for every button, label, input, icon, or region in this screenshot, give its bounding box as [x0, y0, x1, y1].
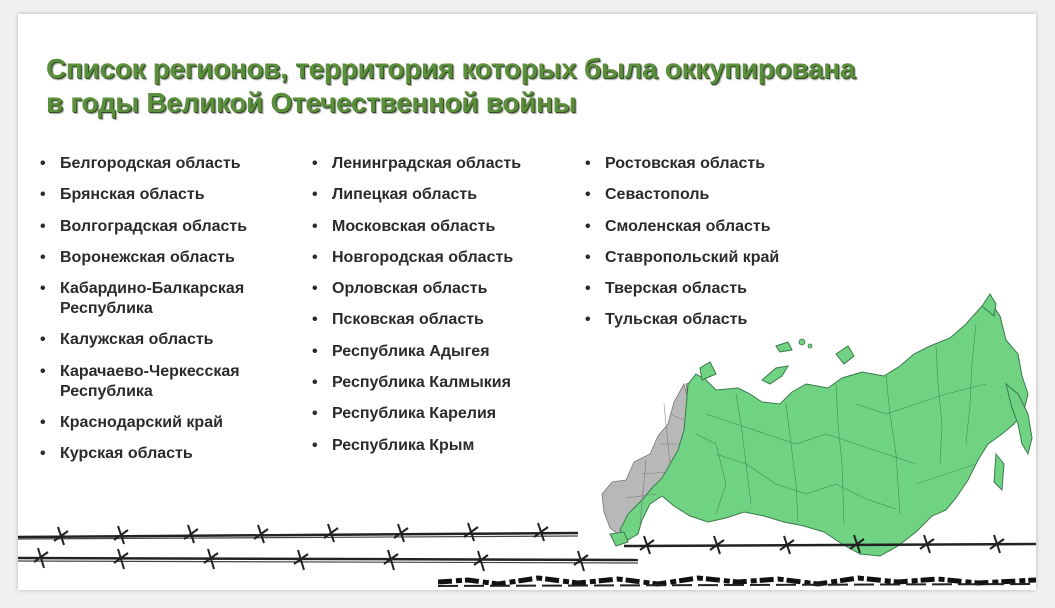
arctic-island-shape [836, 346, 854, 364]
sakhalin-shape [994, 454, 1004, 490]
novaya-zemlya-shape [762, 366, 788, 384]
arctic-island-shape [808, 344, 812, 348]
list-item: • Московская область [310, 217, 550, 237]
list-item: • Краснодарский край [38, 413, 268, 433]
arctic-island-shape [799, 339, 805, 345]
list-item: • Ростовская область [583, 154, 823, 174]
list-item: • Курская область [38, 444, 268, 464]
slide [18, 14, 1036, 590]
title-line-2: в годы Великой Отечественной войны [46, 87, 577, 118]
kola-shape [700, 362, 716, 380]
list-item: • Республика Калмыкия [310, 373, 550, 393]
list-item: • Волгоградская область [38, 217, 268, 237]
list-item: • Севастополь [583, 185, 823, 205]
list-item: • Смоленская область [583, 217, 823, 237]
list-item: • Кабардино-Балкарская Республика [38, 279, 268, 319]
region-list-column-1 [38, 154, 268, 476]
list-item: • Республика Крым [310, 436, 550, 456]
list-item: • Ставропольский край [583, 248, 823, 268]
list-item: • Карачаево-Черкесская Республика [38, 362, 268, 402]
list-item: • Калужская область [38, 330, 268, 350]
list-item: • Новгородская область [310, 248, 550, 268]
barbed-wire-decoration [624, 534, 1036, 560]
list-item: • Тверская область [583, 279, 823, 299]
list-item: • Республика Адыгея [310, 342, 550, 362]
barbed-wire-decoration [438, 572, 1036, 590]
list-item: • Воронежская область [38, 248, 268, 268]
arctic-island-shape [776, 342, 792, 352]
title-line-1: Список регионов, территория которых была оккупирована [46, 53, 856, 84]
barbed-wire-decoration [18, 544, 638, 574]
slide-title [46, 52, 855, 120]
list-item: • Белгородская область [38, 154, 268, 174]
list-item: • Ленинградская область [310, 154, 550, 174]
list-item: • Республика Карелия [310, 404, 550, 424]
region-list-column-2 [310, 154, 550, 467]
list-item: • Псковская область [310, 310, 550, 330]
list-item: • Тульская область [583, 310, 823, 330]
russia-map [566, 284, 1036, 559]
list-item: • Брянская область [38, 185, 268, 205]
list-item: • Орловская область [310, 279, 550, 299]
list-item: • Липецкая область [310, 185, 550, 205]
